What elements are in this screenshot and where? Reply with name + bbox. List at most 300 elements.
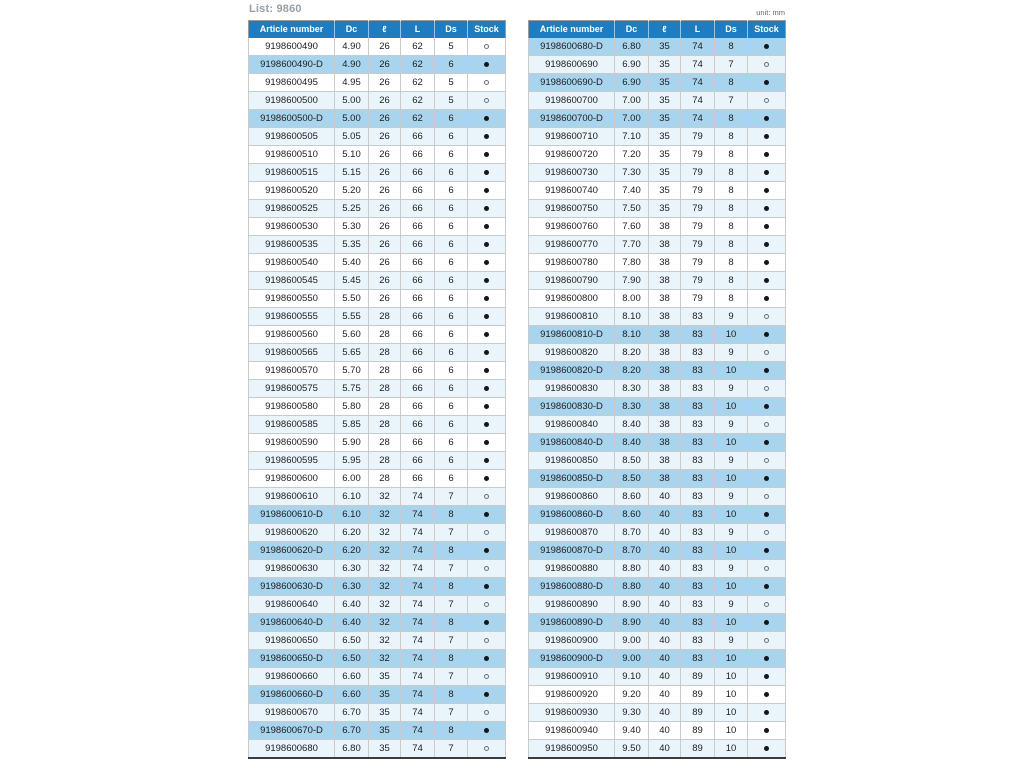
article-cell: 9198600575 — [249, 380, 335, 398]
length-lower-l-cell: 32 — [369, 542, 401, 560]
stock-filled-icon — [484, 206, 489, 211]
ds-cell: 8 — [715, 146, 748, 164]
length-upper-l-cell: 74 — [401, 488, 435, 506]
length-upper-l-cell: 74 — [401, 542, 435, 560]
length-upper-l-cell: 66 — [401, 362, 435, 380]
length-lower-l-cell: 40 — [649, 704, 681, 722]
length-lower-l-cell: 32 — [369, 614, 401, 632]
table-row-highlighted — [529, 470, 786, 488]
stock-filled-icon — [484, 350, 489, 355]
stock-filled-icon — [484, 260, 489, 265]
stock-cell — [468, 650, 506, 668]
article-cell: 9198600565 — [249, 344, 335, 362]
length-upper-l-cell: 74 — [401, 524, 435, 542]
stock-open-icon — [764, 386, 769, 391]
column-header-dc: Dc — [335, 21, 369, 38]
length-upper-l-cell: 62 — [401, 110, 435, 128]
stock-open-icon — [764, 566, 769, 571]
article-cell: 9198600520 — [249, 182, 335, 200]
stock-cell — [468, 524, 506, 542]
column-header-upper-l: L — [681, 21, 715, 38]
article-cell: 9198600590 — [249, 434, 335, 452]
stock-filled-icon — [764, 440, 769, 445]
table-row-highlighted — [529, 326, 786, 344]
article-cell: 9198600505 — [249, 128, 335, 146]
length-upper-l-cell: 74 — [681, 38, 715, 56]
length-upper-l-cell: 62 — [401, 38, 435, 56]
stock-cell — [748, 524, 786, 542]
stock-filled-icon — [484, 728, 489, 733]
stock-filled-icon — [484, 548, 489, 553]
article-cell: 9198600820-D — [529, 362, 615, 380]
table-row — [529, 236, 786, 254]
article-cell: 9198600880 — [529, 560, 615, 578]
ds-cell: 10 — [715, 434, 748, 452]
stock-cell — [748, 722, 786, 740]
header-row — [529, 21, 786, 38]
table-row-highlighted — [529, 614, 786, 632]
ds-cell: 8 — [715, 218, 748, 236]
length-lower-l-cell: 35 — [649, 146, 681, 164]
length-lower-l-cell: 28 — [369, 434, 401, 452]
stock-cell — [748, 380, 786, 398]
article-cell: 9198600740 — [529, 182, 615, 200]
dc-cell: 8.30 — [615, 380, 649, 398]
length-lower-l-cell: 35 — [649, 128, 681, 146]
stock-cell — [468, 452, 506, 470]
dc-cell: 5.35 — [335, 236, 369, 254]
stock-cell — [748, 38, 786, 56]
length-lower-l-cell: 38 — [649, 380, 681, 398]
article-cell: 9198600810 — [529, 308, 615, 326]
length-lower-l-cell: 40 — [649, 488, 681, 506]
article-cell: 9198600930 — [529, 704, 615, 722]
stock-filled-icon — [764, 206, 769, 211]
dc-cell: 7.30 — [615, 164, 649, 182]
length-upper-l-cell: 83 — [681, 452, 715, 470]
length-upper-l-cell: 66 — [401, 236, 435, 254]
article-table-right — [528, 20, 786, 759]
stock-open-icon — [484, 80, 489, 85]
article-cell: 9198600790 — [529, 272, 615, 290]
stock-filled-icon — [484, 62, 489, 67]
length-lower-l-cell: 26 — [369, 92, 401, 110]
table-row — [529, 272, 786, 290]
stock-filled-icon — [484, 368, 489, 373]
article-cell: 9198600550 — [249, 290, 335, 308]
length-upper-l-cell: 83 — [681, 596, 715, 614]
ds-cell: 9 — [715, 344, 748, 362]
table-row — [529, 164, 786, 182]
stock-filled-icon — [764, 260, 769, 265]
dc-cell: 8.80 — [615, 560, 649, 578]
stock-filled-icon — [764, 152, 769, 157]
ds-cell: 10 — [715, 542, 748, 560]
ds-cell: 6 — [435, 146, 468, 164]
stock-cell — [748, 128, 786, 146]
article-cell: 9198600500-D — [249, 110, 335, 128]
length-lower-l-cell: 40 — [649, 578, 681, 596]
table-row — [529, 596, 786, 614]
length-upper-l-cell: 74 — [401, 596, 435, 614]
length-upper-l-cell: 66 — [401, 182, 435, 200]
length-lower-l-cell: 26 — [369, 56, 401, 74]
table-row — [249, 74, 506, 92]
ds-cell: 10 — [715, 668, 748, 686]
dc-cell: 5.75 — [335, 380, 369, 398]
ds-cell: 8 — [715, 74, 748, 92]
table-row — [529, 344, 786, 362]
length-lower-l-cell: 32 — [369, 632, 401, 650]
ds-cell: 9 — [715, 524, 748, 542]
ds-cell: 6 — [435, 110, 468, 128]
article-cell: 9198600840-D — [529, 434, 615, 452]
stock-cell — [748, 326, 786, 344]
stock-cell — [468, 218, 506, 236]
ds-cell: 8 — [435, 578, 468, 596]
article-cell: 9198600910 — [529, 668, 615, 686]
length-lower-l-cell: 38 — [649, 344, 681, 362]
dc-cell: 8.50 — [615, 470, 649, 488]
article-cell: 9198600710 — [529, 128, 615, 146]
length-upper-l-cell: 83 — [681, 380, 715, 398]
length-lower-l-cell: 38 — [649, 254, 681, 272]
stock-filled-icon — [764, 368, 769, 373]
stock-cell — [468, 704, 506, 722]
length-upper-l-cell: 74 — [401, 578, 435, 596]
length-upper-l-cell: 79 — [681, 272, 715, 290]
length-lower-l-cell: 28 — [369, 362, 401, 380]
ds-cell: 8 — [715, 290, 748, 308]
length-lower-l-cell: 26 — [369, 290, 401, 308]
dc-cell: 9.30 — [615, 704, 649, 722]
ds-cell: 9 — [715, 488, 748, 506]
dc-cell: 5.00 — [335, 110, 369, 128]
stock-filled-icon — [484, 404, 489, 409]
stock-open-icon — [764, 530, 769, 535]
article-cell: 9198600555 — [249, 308, 335, 326]
dc-cell: 6.50 — [335, 650, 369, 668]
dc-cell: 5.70 — [335, 362, 369, 380]
table-row — [249, 290, 506, 308]
column-header-ds: Ds — [435, 21, 468, 38]
dc-cell: 9.40 — [615, 722, 649, 740]
table-row — [249, 38, 506, 56]
length-lower-l-cell: 28 — [369, 416, 401, 434]
dc-cell: 8.50 — [615, 452, 649, 470]
length-upper-l-cell: 89 — [681, 668, 715, 686]
length-lower-l-cell: 38 — [649, 398, 681, 416]
dc-cell: 6.70 — [335, 722, 369, 740]
table-row — [529, 704, 786, 722]
length-lower-l-cell: 28 — [369, 344, 401, 362]
ds-cell: 10 — [715, 398, 748, 416]
ds-cell: 9 — [715, 596, 748, 614]
dc-cell: 6.60 — [335, 686, 369, 704]
length-lower-l-cell: 35 — [649, 92, 681, 110]
stock-filled-icon — [484, 476, 489, 481]
stock-cell — [748, 272, 786, 290]
table-row — [249, 272, 506, 290]
length-upper-l-cell: 79 — [681, 164, 715, 182]
column-header-article-number: Article number — [249, 21, 335, 38]
dc-cell: 8.40 — [615, 416, 649, 434]
table-row-highlighted — [529, 74, 786, 92]
length-lower-l-cell: 35 — [649, 74, 681, 92]
stock-filled-icon — [484, 224, 489, 229]
length-lower-l-cell: 32 — [369, 506, 401, 524]
table-row-highlighted — [529, 110, 786, 128]
article-cell: 9198600860-D — [529, 506, 615, 524]
length-lower-l-cell: 40 — [649, 632, 681, 650]
dc-cell: 9.50 — [615, 740, 649, 758]
length-upper-l-cell: 89 — [681, 722, 715, 740]
stock-filled-icon — [764, 674, 769, 679]
article-cell: 9198600620-D — [249, 542, 335, 560]
stock-filled-icon — [484, 152, 489, 157]
table-row-highlighted — [529, 398, 786, 416]
stock-cell — [468, 344, 506, 362]
dc-cell: 5.50 — [335, 290, 369, 308]
table-row — [249, 488, 506, 506]
stock-cell — [468, 56, 506, 74]
table-row — [249, 236, 506, 254]
length-upper-l-cell: 74 — [681, 56, 715, 74]
stock-open-icon — [484, 98, 489, 103]
article-cell: 9198600800 — [529, 290, 615, 308]
ds-cell: 8 — [435, 614, 468, 632]
length-lower-l-cell: 40 — [649, 614, 681, 632]
stock-filled-icon — [484, 386, 489, 391]
article-cell: 9198600595 — [249, 452, 335, 470]
dc-cell: 7.70 — [615, 236, 649, 254]
article-cell: 9198600620 — [249, 524, 335, 542]
stock-cell — [748, 56, 786, 74]
dc-cell: 5.60 — [335, 326, 369, 344]
length-upper-l-cell: 66 — [401, 416, 435, 434]
dc-cell: 8.20 — [615, 362, 649, 380]
article-cell: 9198600890 — [529, 596, 615, 614]
stock-cell — [468, 542, 506, 560]
length-lower-l-cell: 26 — [369, 200, 401, 218]
ds-cell: 8 — [435, 506, 468, 524]
ds-cell: 8 — [715, 200, 748, 218]
length-lower-l-cell: 28 — [369, 398, 401, 416]
stock-cell — [748, 704, 786, 722]
table-row-highlighted — [529, 434, 786, 452]
length-upper-l-cell: 66 — [401, 380, 435, 398]
ds-cell: 6 — [435, 272, 468, 290]
dc-cell: 8.80 — [615, 578, 649, 596]
length-lower-l-cell: 35 — [649, 110, 681, 128]
stock-open-icon — [484, 566, 489, 571]
column-header-stock: Stock — [468, 21, 506, 38]
length-upper-l-cell: 83 — [681, 614, 715, 632]
dc-cell: 5.20 — [335, 182, 369, 200]
dc-cell: 7.40 — [615, 182, 649, 200]
ds-cell: 6 — [435, 362, 468, 380]
stock-open-icon — [764, 350, 769, 355]
header-row — [249, 21, 506, 38]
stock-filled-icon — [484, 188, 489, 193]
length-lower-l-cell: 35 — [369, 704, 401, 722]
ds-cell: 8 — [435, 686, 468, 704]
ds-cell: 10 — [715, 470, 748, 488]
list-title: List: 9860 — [249, 3, 302, 15]
table-row — [249, 326, 506, 344]
length-lower-l-cell: 38 — [649, 434, 681, 452]
table-row-highlighted — [249, 56, 506, 74]
article-cell: 9198600700 — [529, 92, 615, 110]
stock-filled-icon — [484, 440, 489, 445]
dc-cell: 8.30 — [615, 398, 649, 416]
article-cell: 9198600610-D — [249, 506, 335, 524]
ds-cell: 8 — [715, 272, 748, 290]
dc-cell: 7.90 — [615, 272, 649, 290]
stock-filled-icon — [484, 458, 489, 463]
length-upper-l-cell: 74 — [681, 92, 715, 110]
length-upper-l-cell: 66 — [401, 218, 435, 236]
stock-filled-icon — [764, 44, 769, 49]
stock-filled-icon — [484, 584, 489, 589]
article-cell: 9198600525 — [249, 200, 335, 218]
article-table-left — [248, 20, 506, 759]
column-header-stock: Stock — [748, 21, 786, 38]
length-lower-l-cell: 38 — [649, 452, 681, 470]
dc-cell: 4.90 — [335, 56, 369, 74]
article-cell: 9198600530 — [249, 218, 335, 236]
dc-cell: 6.70 — [335, 704, 369, 722]
stock-open-icon — [764, 422, 769, 427]
ds-cell: 7 — [435, 740, 468, 758]
article-cell: 9198600600 — [249, 470, 335, 488]
length-lower-l-cell: 35 — [649, 182, 681, 200]
length-upper-l-cell: 74 — [681, 74, 715, 92]
stock-cell — [468, 506, 506, 524]
stock-cell — [468, 380, 506, 398]
length-lower-l-cell: 35 — [369, 722, 401, 740]
stock-cell — [748, 218, 786, 236]
dc-cell: 7.80 — [615, 254, 649, 272]
length-upper-l-cell: 83 — [681, 578, 715, 596]
table-row — [529, 254, 786, 272]
table-row — [249, 92, 506, 110]
dc-cell: 7.00 — [615, 92, 649, 110]
ds-cell: 8 — [715, 128, 748, 146]
length-upper-l-cell: 74 — [401, 704, 435, 722]
stock-cell — [468, 92, 506, 110]
ds-cell: 7 — [715, 56, 748, 74]
stock-cell — [468, 362, 506, 380]
length-lower-l-cell: 35 — [649, 200, 681, 218]
ds-cell: 8 — [435, 650, 468, 668]
article-cell: 9198600680 — [249, 740, 335, 758]
stock-cell — [468, 686, 506, 704]
table-row-highlighted — [249, 506, 506, 524]
stock-filled-icon — [764, 548, 769, 553]
length-upper-l-cell: 74 — [401, 506, 435, 524]
length-upper-l-cell: 79 — [681, 146, 715, 164]
article-cell: 9198600495 — [249, 74, 335, 92]
ds-cell: 6 — [435, 308, 468, 326]
article-cell: 9198600540 — [249, 254, 335, 272]
stock-open-icon — [484, 44, 489, 49]
table-row — [249, 740, 506, 758]
article-cell: 9198600690 — [529, 56, 615, 74]
table-row — [529, 182, 786, 200]
stock-filled-icon — [764, 188, 769, 193]
dc-cell: 4.90 — [335, 38, 369, 56]
length-lower-l-cell: 40 — [649, 506, 681, 524]
article-cell: 9198600650-D — [249, 650, 335, 668]
stock-open-icon — [484, 602, 489, 607]
length-upper-l-cell: 74 — [401, 560, 435, 578]
article-cell: 9198600860 — [529, 488, 615, 506]
article-cell: 9198600850-D — [529, 470, 615, 488]
stock-cell — [748, 146, 786, 164]
ds-cell: 10 — [715, 650, 748, 668]
length-lower-l-cell: 32 — [369, 650, 401, 668]
length-lower-l-cell: 40 — [649, 524, 681, 542]
stock-cell — [468, 614, 506, 632]
dc-cell: 6.80 — [615, 38, 649, 56]
ds-cell: 10 — [715, 614, 748, 632]
stock-cell — [468, 308, 506, 326]
stock-cell — [468, 128, 506, 146]
dc-cell: 5.05 — [335, 128, 369, 146]
stock-cell — [468, 236, 506, 254]
dc-cell: 6.30 — [335, 560, 369, 578]
ds-cell: 7 — [435, 560, 468, 578]
ds-cell: 6 — [435, 470, 468, 488]
table-row — [249, 452, 506, 470]
ds-cell: 6 — [435, 398, 468, 416]
length-upper-l-cell: 89 — [681, 740, 715, 758]
stock-filled-icon — [484, 242, 489, 247]
length-lower-l-cell: 38 — [649, 362, 681, 380]
article-cell: 9198600570 — [249, 362, 335, 380]
ds-cell: 6 — [435, 164, 468, 182]
length-upper-l-cell: 83 — [681, 524, 715, 542]
article-cell: 9198600700-D — [529, 110, 615, 128]
ds-cell: 9 — [715, 416, 748, 434]
stock-filled-icon — [484, 656, 489, 661]
length-upper-l-cell: 83 — [681, 560, 715, 578]
length-upper-l-cell: 62 — [401, 56, 435, 74]
table-row — [249, 434, 506, 452]
stock-cell — [468, 38, 506, 56]
length-lower-l-cell: 26 — [369, 236, 401, 254]
stock-cell — [468, 182, 506, 200]
length-lower-l-cell: 26 — [369, 128, 401, 146]
article-cell: 9198600940 — [529, 722, 615, 740]
ds-cell: 8 — [435, 722, 468, 740]
table-row-highlighted — [529, 578, 786, 596]
stock-filled-icon — [764, 728, 769, 733]
table-row — [249, 668, 506, 686]
stock-cell — [468, 164, 506, 182]
length-lower-l-cell: 35 — [649, 56, 681, 74]
stock-filled-icon — [764, 746, 769, 751]
stock-filled-icon — [764, 242, 769, 247]
ds-cell: 6 — [435, 236, 468, 254]
length-lower-l-cell: 26 — [369, 146, 401, 164]
article-cell: 9198600560 — [249, 326, 335, 344]
article-cell: 9198600870 — [529, 524, 615, 542]
article-cell: 9198600900-D — [529, 650, 615, 668]
table-row — [249, 308, 506, 326]
table-row-highlighted — [529, 650, 786, 668]
